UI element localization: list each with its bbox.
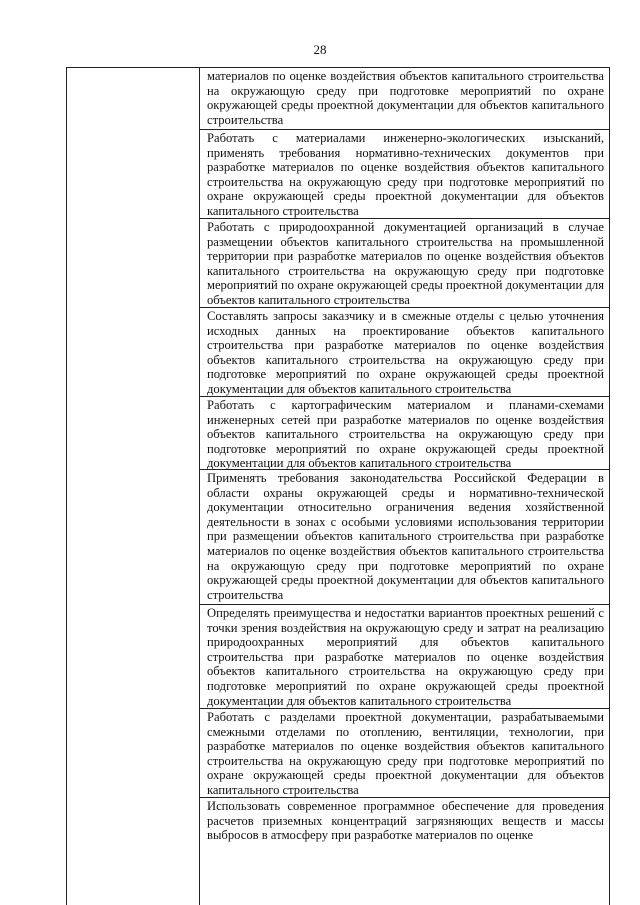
- page-number: 28: [313, 42, 327, 57]
- table-cell: Работать с природоохранной документацией организаций в случае размещении объектов капитального строительства на промышленной территории при разработке материалов по оценке воздействия объектов капитального строительства на окружающую среду при подготовке мероприятий по охране окружающей среды проектной документации для объектов капитального строительства: [200, 219, 609, 308]
- table-cell: Определять преимущества и недостатки вариантов проектных решений с точки зрения воздействия на окружающую среду и затрат на реализацию природоохранных мероприятий для объектов капитального строительства при разработке материалов по оценке воздействия объектов капитального строительства на окружающую среду при подготовке мероприятий по охране окружающей среды проектной документации для объектов капитального строительства: [200, 605, 609, 709]
- skills-table: [66, 67, 610, 905]
- table-cell: Составлять запросы заказчику и в смежные отделы с целью уточнения исходных данных на проектирование объектов капитального строительства при разработке материалов по оценке воздействия объектов капитального строительства на окружающую среду при подготовке мероприятий по охране окружающей среды проектной документации для объектов капитального строительства: [200, 308, 609, 397]
- table-cell: Работать с разделами проектной документации, разрабатываемыми смежными отделами по отоплению, вентиляции, технологии, при разработке материалов по оценке воздействия объектов капитального строительства на окружающую среду при подготовке мероприятий по охране окружающей среды проектной документации для объектов капитального строительства: [200, 709, 609, 798]
- table-right-column: [200, 68, 609, 905]
- table-left-column: [67, 68, 200, 905]
- table-cell: материалов по оценке воздействия объектов капитального строительства на окружающую среду при подготовке мероприятий по охране окружающей среды проектной документации для объектов капитального строительства: [200, 68, 609, 130]
- table-cell: Работать с материалами инженерно-экологических изысканий, применять требования нормативно-технических документов при разработке материалов по оценке воздействия объектов капитального строительства на окружающую среду при подготовке мероприятий по охране окружающей среды проектной документации для объектов капитального строительства: [200, 130, 609, 219]
- table-cell: Применять требования законодательства Российской Федерации в области охраны окружающей среды и нормативно-технической документации относительно ограничения ведения хозяйственной деятельности в зонах с особыми условиями использования территории при размещении объектов капитального строительства при разработке материалов по оценке воздействия объектов капитального строительства на окружающую среду при подготовке мероприятий по охране окружающей среды проектной документации для объектов капитального строительства: [200, 470, 609, 605]
- table-cell: Работать с картографическим материалом и планами-схемами инженерных сетей при разработке материалов по оценке воздействия объектов капитального строительства на окружающую среду при подготовке мероприятий по охране окружающей среды проектной документации для объектов капитального строительства: [200, 397, 609, 470]
- table-cell: Использовать современное программное обеспечение для проведения расчетов приземных концентраций загрязняющих веществ и массы выбросов в атмосферу при разработке материалов по оценке: [207, 799, 604, 843]
